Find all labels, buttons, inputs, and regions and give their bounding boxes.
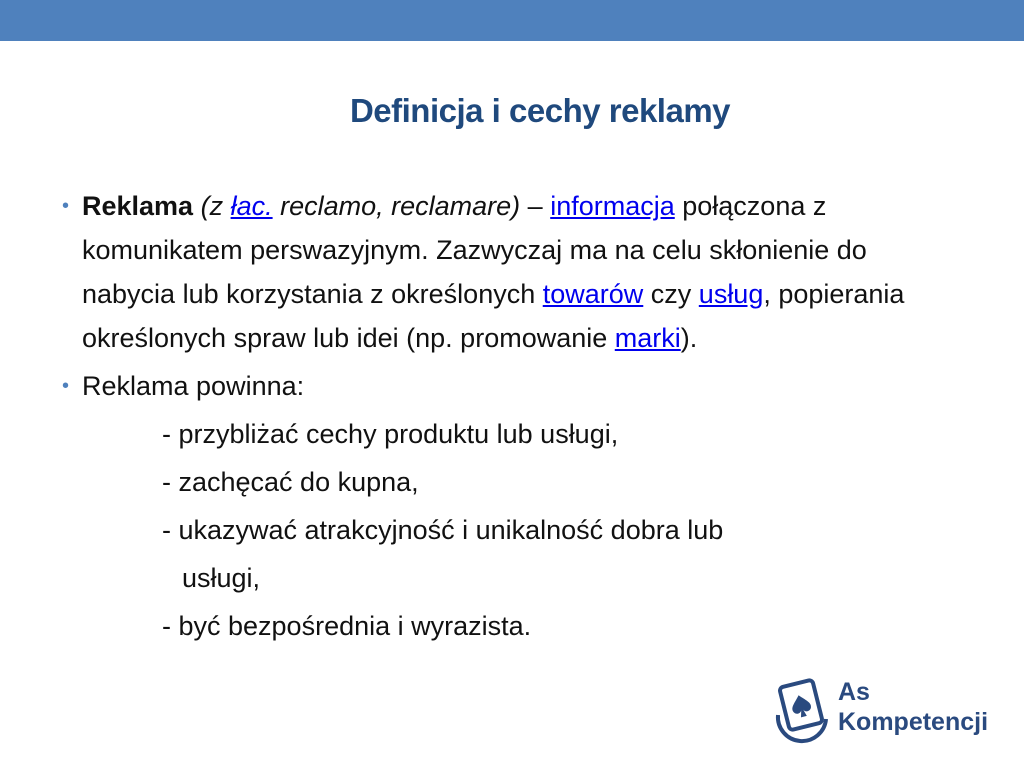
card-spade-icon <box>770 675 832 747</box>
conjunction-czy: czy <box>643 279 699 309</box>
logo <box>770 675 1000 750</box>
slide-content <box>62 184 942 648</box>
link-towarow[interactable]: towarów <box>542 279 644 309</box>
paren-open: (z <box>193 191 231 221</box>
link-marki[interactable]: marki <box>614 323 681 353</box>
slide-title: Definicja i cechy reklamy <box>349 92 731 129</box>
logo-text <box>838 677 988 737</box>
list-item: - być bezpośrednia i wyrazista. <box>162 611 532 641</box>
dash: – <box>520 191 551 221</box>
link-uslug[interactable]: usług <box>698 279 764 309</box>
term-reklama: Reklama <box>82 191 194 221</box>
link-informacja[interactable]: informacja <box>550 191 675 221</box>
list-item-continuation: usługi, <box>182 563 261 593</box>
bullet-requirements <box>62 364 942 408</box>
definition-text-2: , popierania określonych spraw lub idei (np. promowanie <box>82 279 905 353</box>
definition-text-3: ). <box>680 323 698 353</box>
list-item: - przybliżać cechy produktu lub usługi, <box>162 419 619 449</box>
latin-terms: reclamo, reclamare) <box>272 191 521 221</box>
link-lac[interactable]: łac. <box>230 191 273 221</box>
logo-line-1: As <box>838 678 870 706</box>
logo-line-2: Kompetencji <box>838 708 989 736</box>
requirements-heading: Reklama powinna: <box>82 371 305 401</box>
top-accent-bar <box>0 0 1024 41</box>
definition-text-1: połączona z komunikatem perswazyjnym. Zazwyczaj ma na celu skłonienie do nabycia lub korzystania z określonych <box>82 191 867 309</box>
bullet-icon: • <box>62 195 70 217</box>
bullet-definition <box>62 184 942 360</box>
list-item: - ukazywać atrakcyjność i unikalność dobra lub <box>162 515 724 545</box>
bullet-icon: • <box>62 375 70 397</box>
list-item: - zachęcać do kupna, <box>162 467 419 497</box>
